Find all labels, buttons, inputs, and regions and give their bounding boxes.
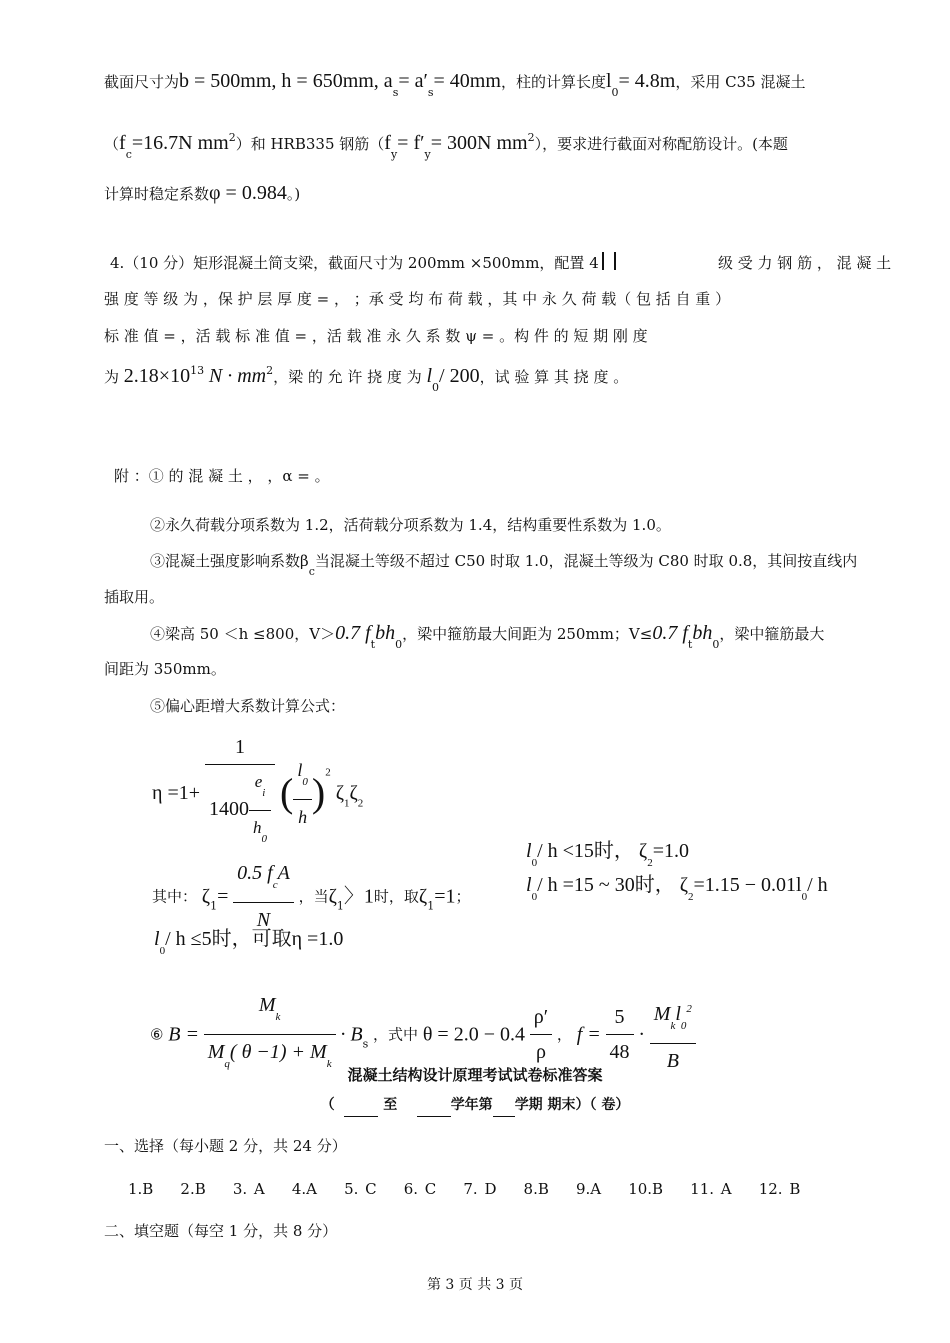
appendix-line-5: ④梁高 50 ＜h ≤800，V＞0.7 $f_tbh_0$，梁中箍筋最大间距为 250mm；V≤0.7 $f_tbh_0$，梁中箍筋最大 bbox=[150, 622, 825, 651]
answer-item: 5. C bbox=[344, 1180, 377, 1198]
stiffness-formula: ⑥ B = $\frac{M_k}{M_q( \theta -1) + M_k}$ · $B_s$ ，式中 θ = 2.0 − 0.4 $\frac{\rho'}{\rho}$ ， f = $\frac{5}{48}$ · $\frac{M_kl_0^2}{B}$ bbox=[150, 990, 696, 1079]
appendix-line-3: ③混凝土强度影响系数$\beta_c$当混凝土等级不超过 C50 时取 1.0，混凝土等级为 C80 时取 0.8，其间按直线内 bbox=[150, 552, 858, 578]
eta-fraction: 1 1400 $\frac{e_i}{h_0}$ bbox=[205, 732, 275, 854]
answer-item: 11. A bbox=[690, 1180, 732, 1198]
eta-formula: η =1+ 1 1400 $\frac{e_i}{h_0}$ ( $\frac{l_0}{h}$ )$^2$ $\zeta_1\zeta_2$ bbox=[152, 732, 363, 854]
appendix-line-1: 附 ：① 的 混 凝 土 ， ，α = 。 bbox=[114, 467, 330, 485]
section-1-heading: 一、选择（每小题 2 分，共 24 分） bbox=[104, 1137, 347, 1155]
zeta-formula: 其中： $\zeta_1=$ $\frac{0.5 f_cA}{N}$ ，当$\zeta_1$〉1时，取$\zeta_1=1$； bbox=[152, 858, 470, 935]
answer-item: 7. D bbox=[463, 1180, 497, 1198]
answer-item: 4.A bbox=[291, 1180, 317, 1198]
q4-line-4: 为 $2.18\times 10^{13}$ $N \cdot mm^2$，梁 的 允 许 挠 度 为 $l_0/$ 200，试 验 算 其 挠 度 。 bbox=[104, 364, 629, 394]
answer-item: 1.B bbox=[128, 1180, 154, 1198]
zeta2-case-2: $l_0/$ h =15 ~ 30时， $\zeta_2=1.15 - 0.01l_0/$ h bbox=[526, 874, 828, 903]
appendix-line-2: ②永久荷载分项系数为 1.2，活荷载分项系数为 1.4，结构重要性系数为 1.0。 bbox=[150, 516, 671, 534]
zeta2-case-1: $l_0/$ h <15时， $\zeta_2=1.0$ bbox=[526, 840, 689, 869]
appendix-line-4: 插取用。 bbox=[104, 588, 165, 606]
q4-line-2: 强 度 等 级 为 ，保 护 层 厚 度 = ， ；承 受 均 布 荷 载 ，其 中 永 久 荷 载（ 包 括 自 重 ） bbox=[104, 290, 731, 308]
q4-line-1: 4.（10 分）矩形混凝土简支梁，截面尺寸为 200mm ×500mm，配置 4 bbox=[110, 252, 616, 274]
answer-item: 12. B bbox=[758, 1180, 801, 1198]
answer-subtitle: （ 至 学年第 学期 期末）（ 卷） bbox=[0, 1094, 950, 1117]
answer-item: 6. C bbox=[403, 1180, 437, 1198]
page-footer: 第 3 页 共 3 页 bbox=[426, 1277, 524, 1293]
answer-title: 混凝土结构设计原理考试试卷标准答案 bbox=[347, 1066, 603, 1084]
q3-line-2: （$f_c=16.7N$ $mm^2$）和 HRB335 钢筋（$f_y= f'_y= 300N$ $mm^2$），要求进行截面对称配筋设计。(本题 bbox=[104, 131, 788, 161]
appendix-line-6: 间距为 350mm。 bbox=[104, 660, 226, 678]
section-2-heading: 二、填空题（每空 1 分，共 8 分） bbox=[104, 1222, 338, 1240]
q4-line-1-end: 级 受 力 钢 筋 ， 混 凝 土 bbox=[718, 254, 892, 272]
q4-line-3: 标 准 值 = ，活 载 标 准 值 = ，活 载 准 永 久 系 数 ψ = 。构 件 的 短 期 刚 度 bbox=[104, 327, 648, 345]
answer-item: 10.B bbox=[628, 1180, 664, 1198]
q3-line-1: 截面尺寸为b = 500mm, h = 650mm, $a_s= a'_s= 40mm$，柱的计算长度$l_0= 4.8m$，采用 C35 混凝土 bbox=[104, 70, 806, 99]
appendix-line-7: ⑤偏心距增大系数计算公式： bbox=[150, 697, 346, 715]
eta-simplify-line: $l_0/$ h ≤5时，可取η =1.0 bbox=[154, 928, 344, 957]
q3-line-3: 计算时稳定系数φ = 0.984。) bbox=[104, 182, 301, 204]
answer-item: 9.A bbox=[575, 1180, 602, 1198]
answer-item: 2.B bbox=[180, 1180, 206, 1198]
answer-item: 3. A bbox=[232, 1180, 265, 1198]
choice-answers bbox=[128, 1178, 800, 1200]
rebar-grade-symbol-icon bbox=[602, 252, 616, 270]
answer-item: 8.B bbox=[523, 1180, 549, 1198]
